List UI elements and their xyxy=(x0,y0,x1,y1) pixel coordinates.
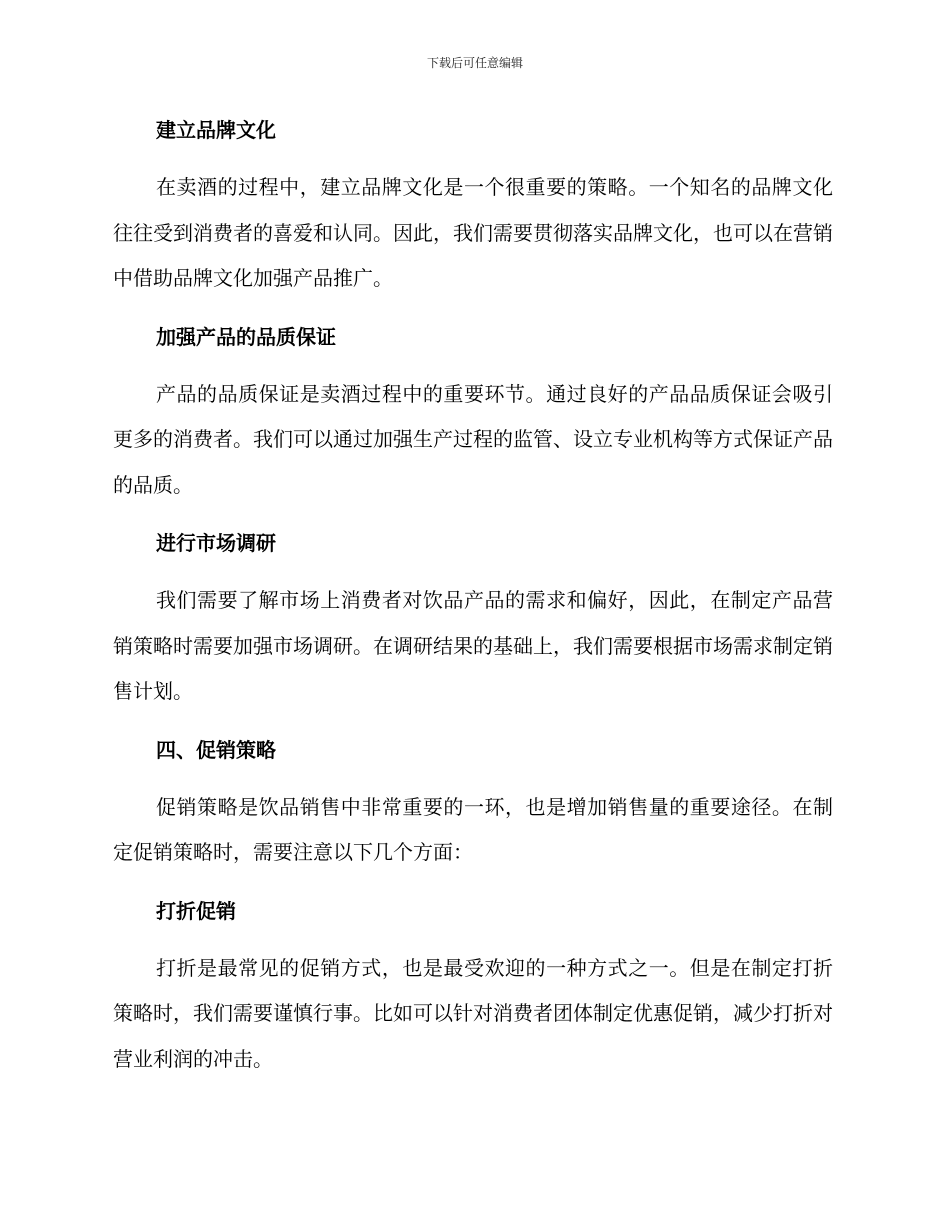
section-heading: 加强产品的品质保证 xyxy=(156,324,336,349)
section-heading: 四、促销策略 xyxy=(156,737,276,762)
section-promotion-strategy xyxy=(113,728,833,889)
section-brand-culture xyxy=(113,108,833,315)
section-quality-assurance xyxy=(113,315,833,522)
section-paragraph: 在卖酒的过程中，建立品牌文化是一个很重要的策略。一个知名的品牌文化往往受到消费者的喜爱和认同。因此，我们需要贯彻落实品牌文化，也可以在营销中借助品牌文化加强产品推广。 xyxy=(113,175,833,290)
page-header: 下载后可任意编辑 xyxy=(426,56,523,70)
section-heading: 建立品牌文化 xyxy=(156,118,276,142)
section-paragraph: 促销策略是饮品销售中非常重要的一环，也是增加销售量的重要途径。在制定促销策略时，需要注意以下几个方面： xyxy=(113,794,833,864)
section-paragraph: 我们需要了解市场上消费者对饮品产品的需求和偏好，因此，在制定产品营销策略时需要加强市场调研。在调研结果的基础上，我们需要根据市场需求制定销售计划。 xyxy=(113,588,833,703)
section-discount-promotion xyxy=(113,889,833,1083)
section-heading: 打折促销 xyxy=(156,898,236,923)
section-paragraph: 产品的品质保证是卖酒过程中的重要环节。通过良好的产品品质保证会吸引更多的消费者。我们可以通过加强生产过程的监管、设立专业机构等方式保证产品的品质。 xyxy=(113,381,833,497)
section-heading: 进行市场调研 xyxy=(156,531,276,555)
document-body xyxy=(113,108,833,1082)
section-market-research xyxy=(113,521,833,728)
section-paragraph: 打折是最常见的促销方式，也是最受欢迎的一种方式之一。但是在制定打折策略时，我们需要谨慎行事。比如可以针对消费者团体制定优惠促销，减少打折对营业利润的冲击。 xyxy=(113,955,833,1071)
